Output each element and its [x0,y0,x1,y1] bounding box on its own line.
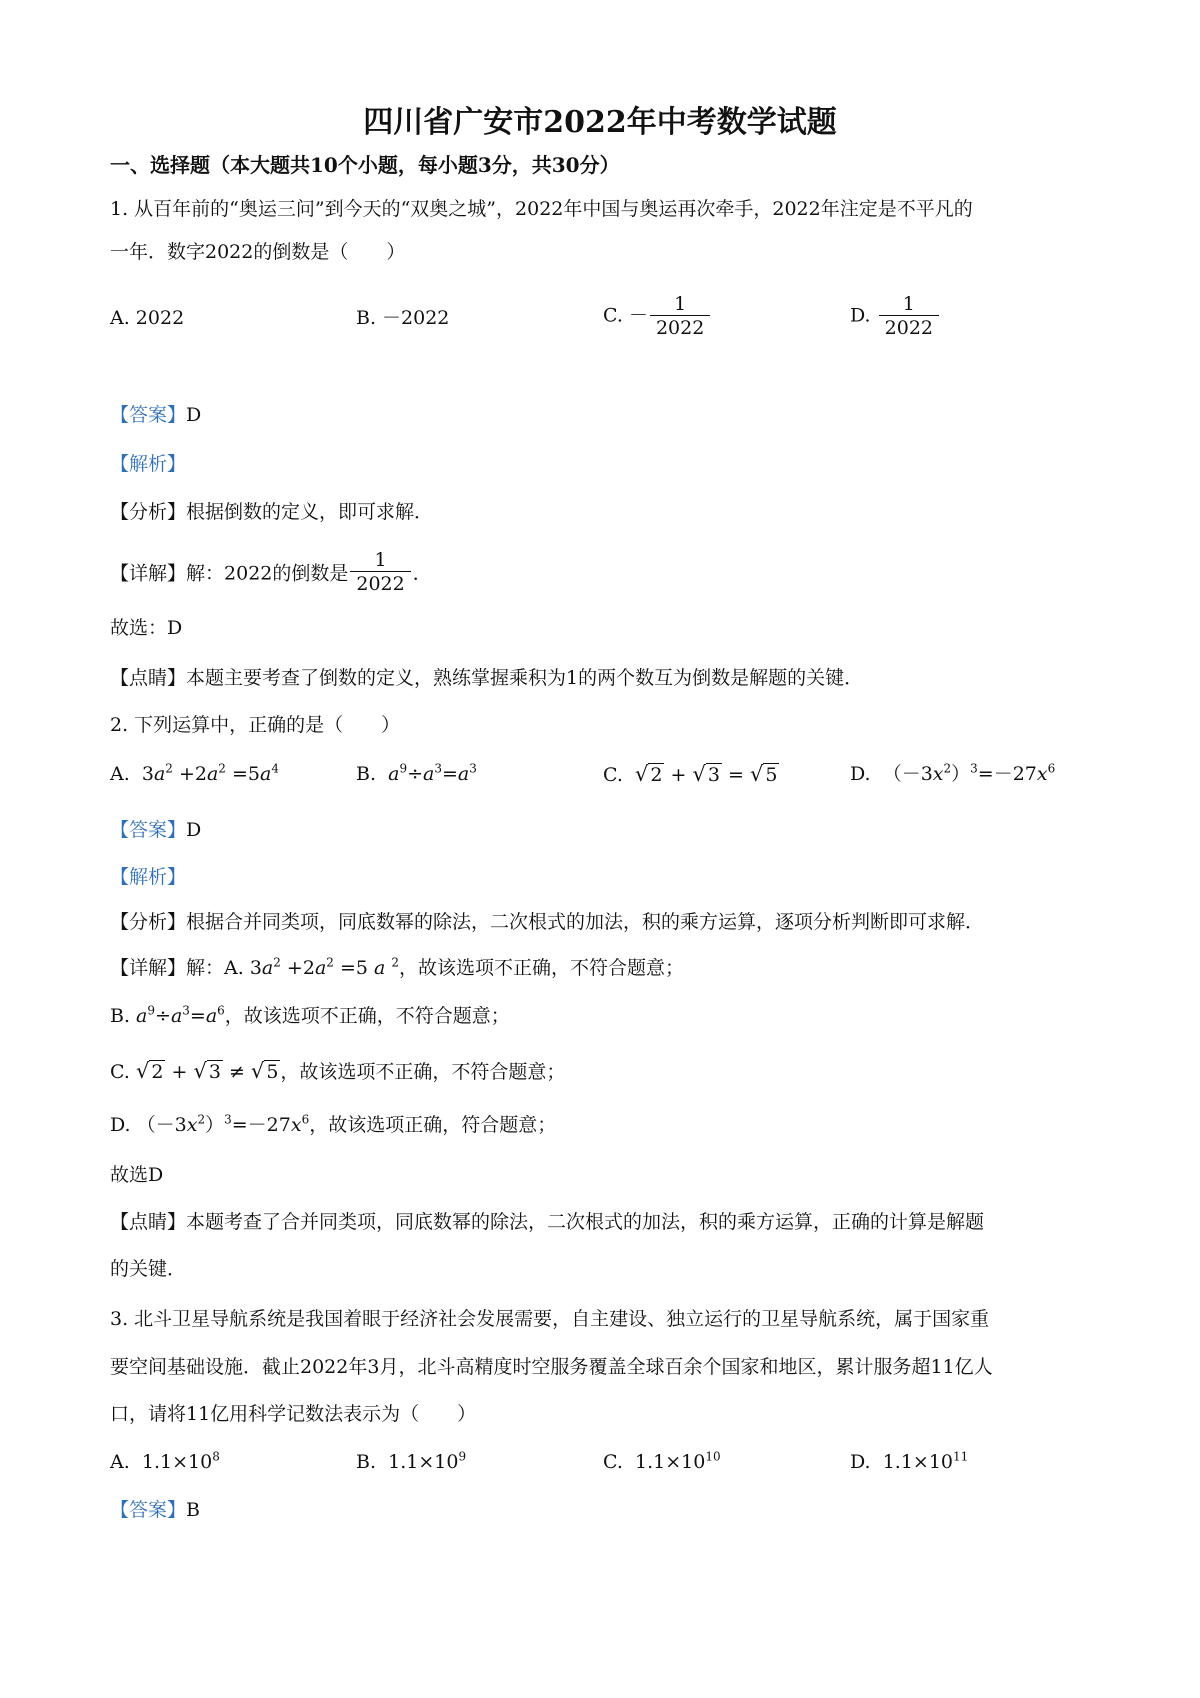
fraction [650,293,710,340]
exponent: 8 [212,1449,220,1464]
q1-xiangjie [110,551,1100,598]
q1-jiexi: 【解析】 [110,453,187,475]
dianjing-tag: 【点睛】 [110,1211,187,1233]
exponent: 9 [458,1449,467,1464]
q3-answer [110,1497,1100,1523]
option-label: B. [356,763,377,785]
q2-xiangjie-c: C. √ 2 + √ 3 ≠ √ 5 ，故该选项不正确，不符合题意； [110,1059,566,1083]
option-label: D. [850,1451,871,1473]
denominator: 2022 [350,571,410,596]
q2-option-d: D. $(-3x^2)^3=-27x^6$ [850,761,1056,785]
q1-guxuan: 故选：D [110,617,183,639]
option-label: B. [356,1451,377,1473]
q2-option-a: A. $3a^2 +2a^2 =5a^4$ [110,761,279,785]
answer-tag: 【答案】 [110,819,187,841]
option-label: A. [110,1451,130,1473]
q2-stem: 2. 下列运算中，正确的是（ ） [110,714,401,736]
base: 1.1×10 [388,1451,459,1473]
denominator: 2022 [650,315,710,340]
xiangjie-text: 解：A. [186,957,250,979]
denominator: 2022 [879,315,939,340]
period: ． [412,562,432,585]
q1-stem-line2: 一年．数字2022的倒数是（ ） [110,241,406,263]
option-label: C. [603,764,623,786]
q3-option-a [110,1449,220,1475]
sqrt-5: √ 5 [250,1059,279,1083]
answer-tag: 【答案】 [110,404,187,426]
sqrt-3: √ 3 [692,762,720,786]
q2-guxuan: 故选D [110,1164,164,1186]
q2-option-b: B. $a^9\div a^3=a^3$ [356,761,477,785]
numerator: 1 [902,293,915,315]
section-heading: 一、选择题（本大题共10个小题，每小题3分，共30分） [110,153,620,177]
q3-stem-line1: 3. 北斗卫星导航系统是我国着眼于经济社会发展需要，自主建设、独立运行的卫星导航系统，属于国家重 [110,1308,990,1330]
q2-jiexi: 【解析】 [110,866,187,888]
q1-option-c [603,293,712,340]
option-label: C. [603,1451,623,1473]
q2-xiangjie-d: D. $(-3x^2)^3=-27x^6$，故该选项正确，符合题意； [110,1112,557,1136]
xiangjie-tag: 【详解】 [110,562,187,585]
numerator: 1 [374,549,387,571]
fenxi-text: 根据合并同类项，同底数幂的除法，二次根式的加法，积的乘方运算，逐项分析判断即可求解． [186,911,985,933]
answer-value: D [186,819,202,841]
q1-option-b: B. －2022 [356,307,450,329]
exponent: 10 [705,1449,721,1464]
base: 1.1×10 [141,1451,213,1473]
minus-sign: － [628,304,648,327]
q2-xiangjie-b: B. $a^9\div a^3=a^6$，故该选项不正确，不符合题意； [110,1003,510,1027]
q1-option-d [850,293,941,340]
q2-answer [110,817,1100,843]
q1-answer [110,402,1100,428]
answer-value: D [186,404,202,426]
option-label: D. [850,304,871,327]
q1-dianjing [110,665,1100,691]
xiangjie-tag: 【详解】 [110,957,187,979]
q3-stem-line2: 要空间基础设施．截止2022年3月，北斗高精度时空服务覆盖全球百余个国家和地区，累计服务超11亿人 [110,1356,993,1378]
numerator: 1 [674,293,687,315]
xiangjie-a-comment: ，故该选项不正确，不符合题意； [399,957,685,979]
fenxi-text: 根据倒数的定义，即可求解． [186,501,434,523]
dianjing-text: 本题主要考查了倒数的定义，熟练掌握乘积为1的两个数互为倒数是解题的关键． [186,667,864,689]
q1-option-a: A. 2022 [110,307,185,329]
page-title: 四川省广安市2022年中考数学试题 [363,105,837,140]
q2-option-c: C. √ 2 + √ 3 = √ 5 [603,762,778,786]
fenxi-tag: 【分析】 [110,911,187,933]
option-label: C. [603,304,623,327]
option-label: D. [850,763,871,785]
q1-fenxi [110,499,1100,525]
q2-xiangjie-a: 【详解】解：A. $3a^2 +2a^2 =5$ a $^2$，故该选项不正确，不符合题意； [110,955,685,979]
line-comment: ，故该选项不正确，不符合题意； [224,1005,510,1027]
answer-tag: 【答案】 [110,1499,187,1521]
q2-fenxi [110,909,1100,935]
q3-option-d [850,1449,968,1475]
option-label: A. [110,763,130,785]
answer-value: B [186,1499,200,1521]
q2-dianjing-line2: 的关键． [110,1258,187,1280]
sqrt-5: √ 5 [749,762,778,786]
fraction [879,293,939,340]
q3-option-c [603,1449,721,1475]
q3-stem-line3: 口，请将11亿用科学记数法表示为（ ） [110,1403,477,1425]
exponent: 11 [953,1449,969,1464]
line-comment: ，故该选项不正确，不符合题意； [280,1061,566,1083]
sqrt-2: √ 2 [135,1059,164,1083]
fraction [350,549,410,596]
sqrt-2: √ 2 [635,762,663,786]
q3-option-b [356,1449,466,1475]
base: 1.1×10 [882,1451,954,1473]
sqrt-3: √ 3 [193,1059,221,1083]
dianjing-tag: 【点睛】 [110,667,187,689]
line-prefix: C. [110,1061,136,1083]
fenxi-tag: 【分析】 [110,501,187,523]
base: 1.1×10 [635,1451,706,1473]
q1-stem-line1: 1. 从百年前的“奥运三问”到今天的“双奥之城”，2022年中国与奥运再次牵手，2022年注定是不平凡的 [110,198,973,220]
line-comment: ，故该选项正确，符合题意； [309,1114,557,1136]
q2-dianjing-line1 [110,1209,1100,1235]
line-prefix: B. [110,1005,137,1027]
line-prefix: D. [110,1114,137,1136]
xiangjie-text: 解：2022的倒数是 [186,562,349,585]
dianjing-text: 本题考查了合并同类项，同底数幂的除法，二次根式的加法，积的乘方运算，正确的计算是解题 [186,1211,985,1233]
